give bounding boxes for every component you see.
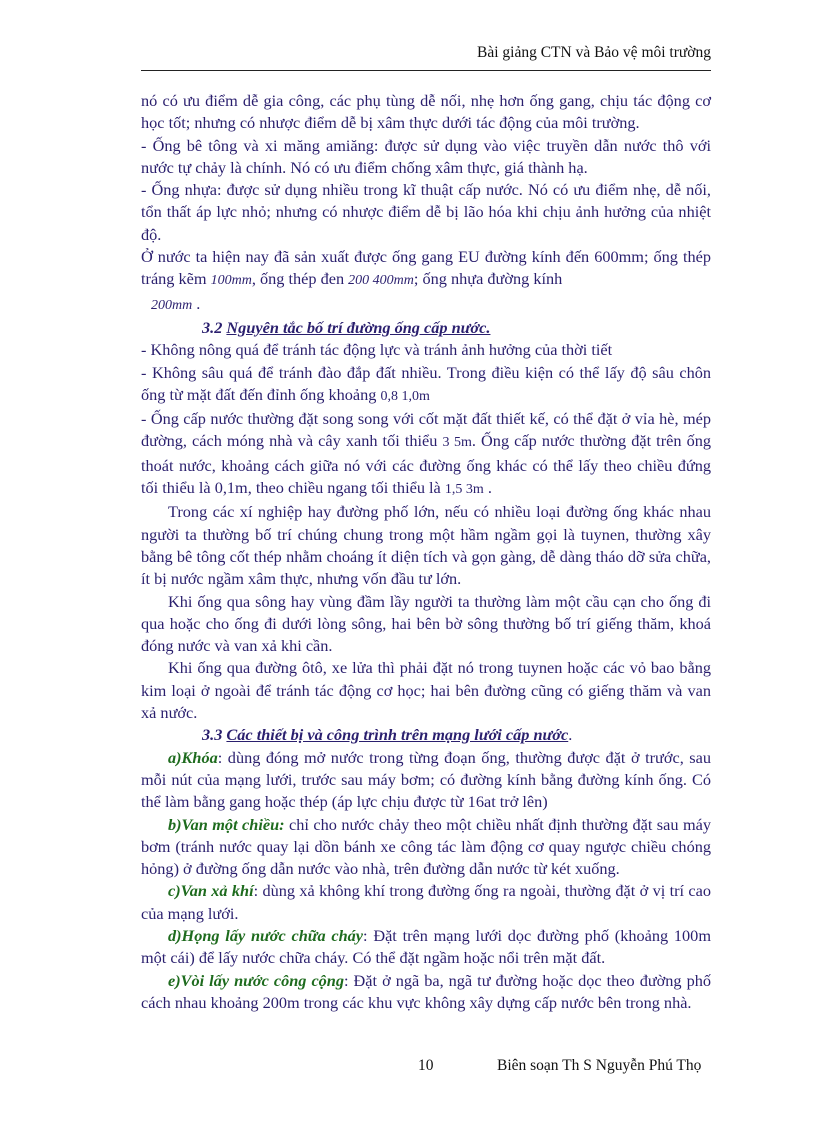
paragraph-concrete-pipe: - Ống bê tông và xi măng amiăng: được sử dụng vào việc truyền dẫn nước thô với nước tự chảy là chính. Nó có ưu điểm chống xâm thực, giá thành hạ. bbox=[141, 135, 711, 177]
paragraph-not-deep: - Không sâu quá để tránh đào đắp đất nhiều. Trong điều kiện có thể lấy độ sâu chôn ống từ mặt đất đến đỉnh ống khoảng 0,8 1,0m bbox=[141, 362, 711, 404]
item-label: e)Vòi lấy nước công cộng bbox=[168, 970, 345, 990]
item-fire-hydrant: d)Họng lấy nước chữa cháy: Đặt trên mạng lưới dọc đường phố (khoảng 100m một cái) để lấy nước chữa cháy. Có thể đặt ngầm hoặc nổi trên mặt đất. bbox=[141, 925, 711, 968]
item-label: b)Van một chiều: bbox=[168, 814, 285, 834]
paragraph-road-crossing: Khi ống qua đường ôtô, xe lửa thì phải đặt nó trong tuynen hoặc các vỏ bao bằng kim loại ở ngoài để tránh tác động cơ học; hai bên đường cũng có giếng thăm và van xả nước. bbox=[141, 658, 711, 723]
math-depth-range: 0,8 1,0m bbox=[380, 388, 430, 404]
item-label: d)Họng lấy nước chữa cháy bbox=[168, 925, 364, 945]
paragraph-river-crossing: Khi ống qua sông hay vùng đầm lầy người ta thường làm một cầu cạn cho ống đi qua hoặc cho ống đi dưới lòng sông, hai bên bờ sông thường bố trí giếng thăm, khoá đóng nước và van xả khi cần. bbox=[141, 591, 711, 656]
math-100mm: 100mm bbox=[210, 273, 252, 289]
page-number: 10 bbox=[418, 1057, 434, 1074]
page-content bbox=[141, 90, 711, 1014]
paragraph-plastic-pipe: - Ống nhựa: được sử dụng nhiều trong kĩ thuật cấp nước. Nó có ưu điểm nhẹ, dễ nối, tổn thất áp lực nhỏ; nhưng có nhược điểm dễ bị lão hóa khi chịu ảnh hưởng của nhiệt độ. bbox=[141, 180, 711, 244]
header-rule bbox=[141, 70, 711, 71]
paragraph-cast-iron-continued: nó có ưu điểm dễ gia công, các phụ tùng dễ nối, nhẹ hơn ống gang, chịu tác động cơ học tốt; nhưng có nhược điểm dễ bị xâm thực dưới tác động của môi trường. bbox=[141, 91, 711, 133]
math-200mm: 200mm bbox=[151, 297, 193, 313]
item-valve: a)Khóa: dùng đóng mở nước trong từng đoạn ống, thường được đặt ở trước, sau mỗi nút của mạng lưới, trước sau máy bơm; có đường kính bằng đường kính ống. Có thể làm bằng gang hoặc thép (áp lực chịu được từ 16at trở lên) bbox=[141, 747, 711, 812]
section-heading-3-2: 3.2 Nguyên tắc bố trí đường ống cấp nước. bbox=[202, 317, 491, 337]
item-air-valve: c)Van xả khí: dùng xả không khí trong đường ống ra ngoài, thường đặt ở vị trí cao của mạng lưới. bbox=[141, 881, 711, 923]
footer-author: Biên soạn Th S Nguyễn Phú Thọ bbox=[497, 1057, 702, 1074]
item-label: a)Khóa bbox=[168, 747, 218, 767]
paragraph-pipe-production: Ở nước ta hiện nay đã sản xuất được ống gang EU đường kính đến 600mm; ống thép tráng kẽm 100mm, ống thép đen 200 400mm; ống nhựa đường kính 200mm . bbox=[141, 247, 711, 313]
paragraph-tunnel: Trong các xí nghiệp hay đường phố lớn, nếu có nhiều loại đường ống khác nhau người ta thường bố trí chúng chung trong một hầm ngầm gọi là tuynen, thường xây bằng bê tông cốt thép nhằm choáng ít diện tích và gọn gàng, dễ dàng tháo dỡ sửa chữa, ít bị nước ngầm xâm thực, nhưng vốn đầu tư lớn. bbox=[141, 502, 711, 589]
math-1-5-3m: 1,5 3m bbox=[444, 482, 484, 498]
page-header: Bài giảng CTN và Bảo vệ môi trường bbox=[477, 44, 711, 61]
item-label: c)Van xả khí bbox=[168, 881, 254, 901]
item-check-valve: b)Van một chiều: chỉ cho nước chảy theo một chiều nhất định thường đặt sau máy bơm (tránh nước quay lại dồn bánh xe công tác làm động cơ quay ngược chiều chóng hỏng) ở đường ống dẫn nước vào nhà, trên đường dẫn nước từ két xuống. bbox=[141, 814, 711, 879]
paragraph-pipe-placement: - Ống cấp nước thường đặt song song với cốt mặt đất thiết kế, có thể đặt ở vỉa hè, mép đường, cách móng nhà và cây xanh tối thiểu 3 5m. Ống cấp nước thường đặt trên ống thoát nước, khoảng cách giữa nó với các đường ống khác có thể lấy theo chiều đứng tối thiểu là 0,1m, theo chiều ngang tối thiểu là 1,5 3m . bbox=[141, 409, 712, 498]
math-200-400mm: 200 400mm bbox=[348, 273, 414, 289]
item-public-tap: e)Vòi lấy nước công cộng: Đặt ở ngã ba, ngã tư đường hoặc dọc theo đường phố cách nhau khoảng 200m trong các khu vực không xây dựng cấp nước bên trong nhà. bbox=[141, 970, 711, 1012]
section-heading-3-3: 3.3 Các thiết bị và công trình trên mạng lưới cấp nước. bbox=[202, 725, 573, 745]
math-3-5m: 3 5m bbox=[442, 435, 472, 451]
paragraph-not-shallow: - Không nông quá để tránh tác động lực và tránh ảnh hưởng của thời tiết bbox=[141, 340, 613, 360]
